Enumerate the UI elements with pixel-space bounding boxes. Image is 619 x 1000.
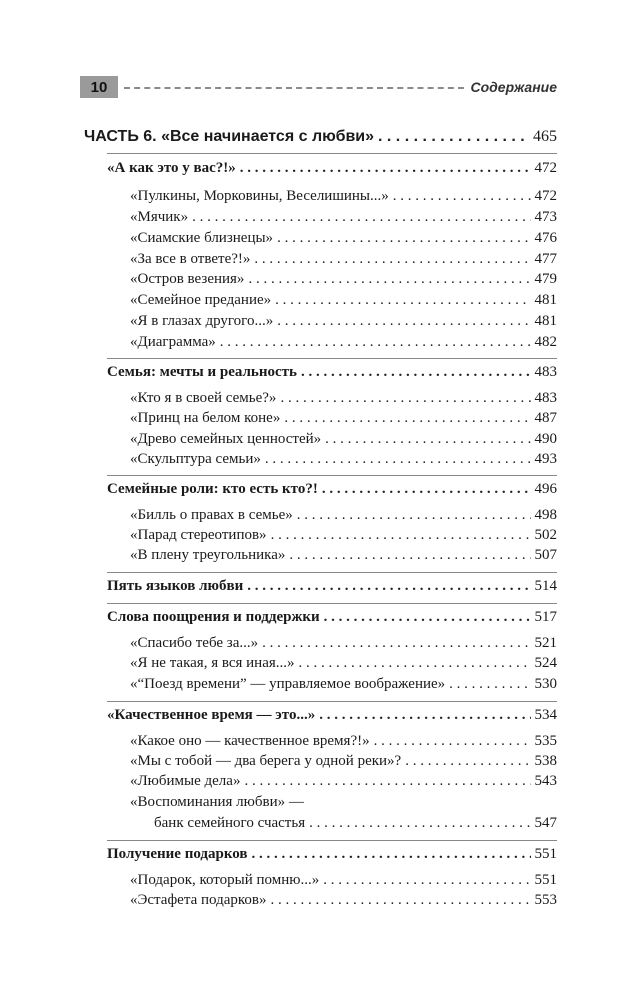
toc-item[interactable] xyxy=(130,773,557,790)
dot-leader xyxy=(262,635,530,652)
toc-item-page: 551 xyxy=(534,872,557,888)
toc-item[interactable] xyxy=(130,451,557,468)
toc-item-title: «Скульптура семьи» xyxy=(130,451,261,467)
toc-item-title: «Сиамские близнецы» xyxy=(130,230,274,246)
toc-item-page: 493 xyxy=(534,451,557,467)
dot-leader xyxy=(323,872,530,889)
divider xyxy=(107,475,557,476)
toc-item[interactable] xyxy=(130,635,557,652)
toc-item-page: 538 xyxy=(534,753,557,769)
toc-item-page: 498 xyxy=(534,507,557,523)
divider xyxy=(107,153,557,154)
toc-chapter-title: Семья: мечты и реальность xyxy=(107,364,297,380)
dot-leader xyxy=(220,334,531,351)
toc-item[interactable] xyxy=(130,892,557,909)
toc-chapter[interactable] xyxy=(107,481,557,498)
dot-leader xyxy=(405,753,530,770)
toc-item[interactable] xyxy=(130,733,557,750)
toc-item-page: 507 xyxy=(534,547,557,563)
toc-part-title: ЧАСТЬ 6. «Все начинается с любви» xyxy=(84,128,375,145)
dot-leader xyxy=(248,271,530,288)
toc-item[interactable] xyxy=(130,292,557,309)
toc-item-title: «Какое оно — качественное время?!» xyxy=(130,733,370,749)
toc-item-page: 481 xyxy=(534,292,557,308)
toc-chapter-page: 517 xyxy=(534,609,557,625)
toc-chapter-title: Семейные роли: кто есть кто?! xyxy=(107,481,318,497)
toc-item[interactable] xyxy=(130,209,557,226)
header-section-title: Содержание xyxy=(470,79,557,95)
dot-leader xyxy=(378,128,529,146)
toc-item-page: 547 xyxy=(534,815,557,831)
toc-item[interactable] xyxy=(130,655,557,672)
toc-item-title: «Мячик» xyxy=(130,209,189,225)
toc-chapter-title: Слова поощрения и поддержки xyxy=(107,609,320,625)
toc-item[interactable] xyxy=(130,872,557,889)
toc-item-continuation: банк семейного счастья xyxy=(154,815,306,831)
toc-item-title: «Принц на белом коне» xyxy=(130,410,281,426)
toc-part-page: 465 xyxy=(533,128,557,145)
toc-item[interactable] xyxy=(154,815,557,832)
toc-item-title: «“Поезд времени” — управляемое воображение» xyxy=(130,676,446,692)
dot-leader xyxy=(301,364,531,381)
toc-chapter-page: 496 xyxy=(534,481,557,497)
divider xyxy=(107,840,557,841)
toc-part[interactable] xyxy=(84,128,557,146)
toc-item-page: 472 xyxy=(534,188,557,204)
toc-chapter-page: 551 xyxy=(534,846,557,862)
toc-item[interactable] xyxy=(130,334,557,351)
divider xyxy=(107,572,557,573)
dot-leader xyxy=(277,313,530,330)
divider xyxy=(107,701,557,702)
toc-chapter[interactable] xyxy=(107,578,557,595)
toc-item[interactable] xyxy=(130,313,557,330)
toc-item[interactable] xyxy=(130,410,557,427)
dot-leader xyxy=(297,507,531,524)
toc-item-page: 473 xyxy=(534,209,557,225)
dot-leader xyxy=(192,209,530,226)
toc-item-title: «Мы с тобой — два берега у одной реки»? xyxy=(130,753,402,769)
dot-leader xyxy=(280,390,530,407)
dot-leader xyxy=(324,609,531,626)
toc-item-title: «Подарок, который помню...» xyxy=(130,872,320,888)
toc-item-page: 502 xyxy=(534,527,557,543)
toc-item-page: 477 xyxy=(534,251,557,267)
toc-item-title: «Семейное предание» xyxy=(130,292,272,308)
dot-leader xyxy=(265,451,531,468)
toc-item-title: «Любимые дела» xyxy=(130,773,241,789)
dot-leader xyxy=(277,230,530,247)
toc-item[interactable] xyxy=(130,431,557,448)
toc-chapter-page: 483 xyxy=(534,364,557,380)
toc-chapter[interactable] xyxy=(107,364,557,381)
toc-item[interactable] xyxy=(130,271,557,288)
toc-item-page: 481 xyxy=(534,313,557,329)
toc-chapter-page: 534 xyxy=(534,707,557,723)
page-number: 10 xyxy=(80,76,118,98)
toc-item-page: 535 xyxy=(534,733,557,749)
toc-item-title: «За все в ответе?!» xyxy=(130,251,251,267)
dot-leader xyxy=(449,676,530,693)
dot-leader xyxy=(252,846,531,863)
dot-leader xyxy=(275,292,530,309)
toc-item-page: 553 xyxy=(534,892,557,908)
toc-item[interactable] xyxy=(130,251,557,268)
toc-item-page: 543 xyxy=(534,773,557,789)
toc-item-title: «Спасибо тебе за...» xyxy=(130,635,259,651)
toc-item[interactable] xyxy=(130,230,557,247)
dot-leader xyxy=(325,431,530,448)
dot-leader xyxy=(271,527,531,544)
toc-item-page: 524 xyxy=(534,655,557,671)
toc-item[interactable] xyxy=(130,753,557,770)
toc-chapter-title: «А как это у вас?!» xyxy=(107,160,236,176)
dot-leader xyxy=(319,707,530,724)
toc-item-page: 490 xyxy=(534,431,557,447)
toc-item-page: 521 xyxy=(534,635,557,651)
header-dash-leader xyxy=(124,87,464,89)
toc-item[interactable] xyxy=(130,527,557,544)
toc-item-page: 487 xyxy=(534,410,557,426)
toc-item[interactable] xyxy=(130,547,557,564)
toc-chapter-title: «Качественное время — это...» xyxy=(107,707,316,723)
dot-leader xyxy=(240,160,531,177)
running-header xyxy=(80,76,557,98)
toc-chapter[interactable] xyxy=(107,160,557,177)
toc-item-title: «Древо семейных ценностей» xyxy=(130,431,322,447)
toc-chapter[interactable] xyxy=(107,846,557,863)
toc-item-title: «Я в глазах другого...» xyxy=(130,313,274,329)
toc-item-page: 530 xyxy=(534,676,557,692)
toc-chapter-page: 472 xyxy=(534,160,557,176)
toc-item-title[interactable]: «Воспоминания любви» — xyxy=(130,794,304,810)
toc-item-page: 483 xyxy=(534,390,557,406)
toc-item[interactable] xyxy=(130,676,557,693)
divider xyxy=(107,358,557,359)
toc-chapter[interactable] xyxy=(107,609,557,626)
dot-leader xyxy=(270,892,530,909)
toc-item-title: «Пулкины, Морковины, Веселишины...» xyxy=(130,188,389,204)
dot-leader xyxy=(299,655,531,672)
toc-item-title: «Я не такая, я вся иная...» xyxy=(130,655,295,671)
toc-item-page: 479 xyxy=(534,271,557,287)
dot-leader xyxy=(309,815,530,832)
toc-item-title: «Эстафета подарков» xyxy=(130,892,267,908)
dot-leader xyxy=(393,188,531,205)
dot-leader xyxy=(284,410,530,427)
toc-item-title: «Парад стереотипов» xyxy=(130,527,267,543)
toc-chapter-title: Получение подарков xyxy=(107,846,248,862)
toc-item-title: «Остров везения» xyxy=(130,271,245,287)
dot-leader xyxy=(289,547,530,564)
toc-item[interactable] xyxy=(130,507,557,524)
toc-item-page: 476 xyxy=(534,230,557,246)
toc-item-title: «Кто я в своей семье?» xyxy=(130,390,277,406)
toc-item-title: «Диаграмма» xyxy=(130,334,216,350)
toc-item-title: «Билль о правах в семье» xyxy=(130,507,293,523)
toc-chapter-page: 514 xyxy=(534,578,557,594)
toc-item[interactable] xyxy=(130,390,557,407)
dot-leader xyxy=(244,773,530,790)
toc-item-title: «В плену треугольника» xyxy=(130,547,286,563)
toc-item-page: 482 xyxy=(534,334,557,350)
dot-leader xyxy=(374,733,531,750)
toc-item[interactable] xyxy=(130,188,557,205)
dot-leader xyxy=(254,251,530,268)
divider xyxy=(107,603,557,604)
dot-leader xyxy=(247,578,530,595)
dot-leader xyxy=(322,481,531,498)
toc-chapter[interactable] xyxy=(107,707,557,724)
toc-chapter-title: Пять языков любви xyxy=(107,578,244,594)
